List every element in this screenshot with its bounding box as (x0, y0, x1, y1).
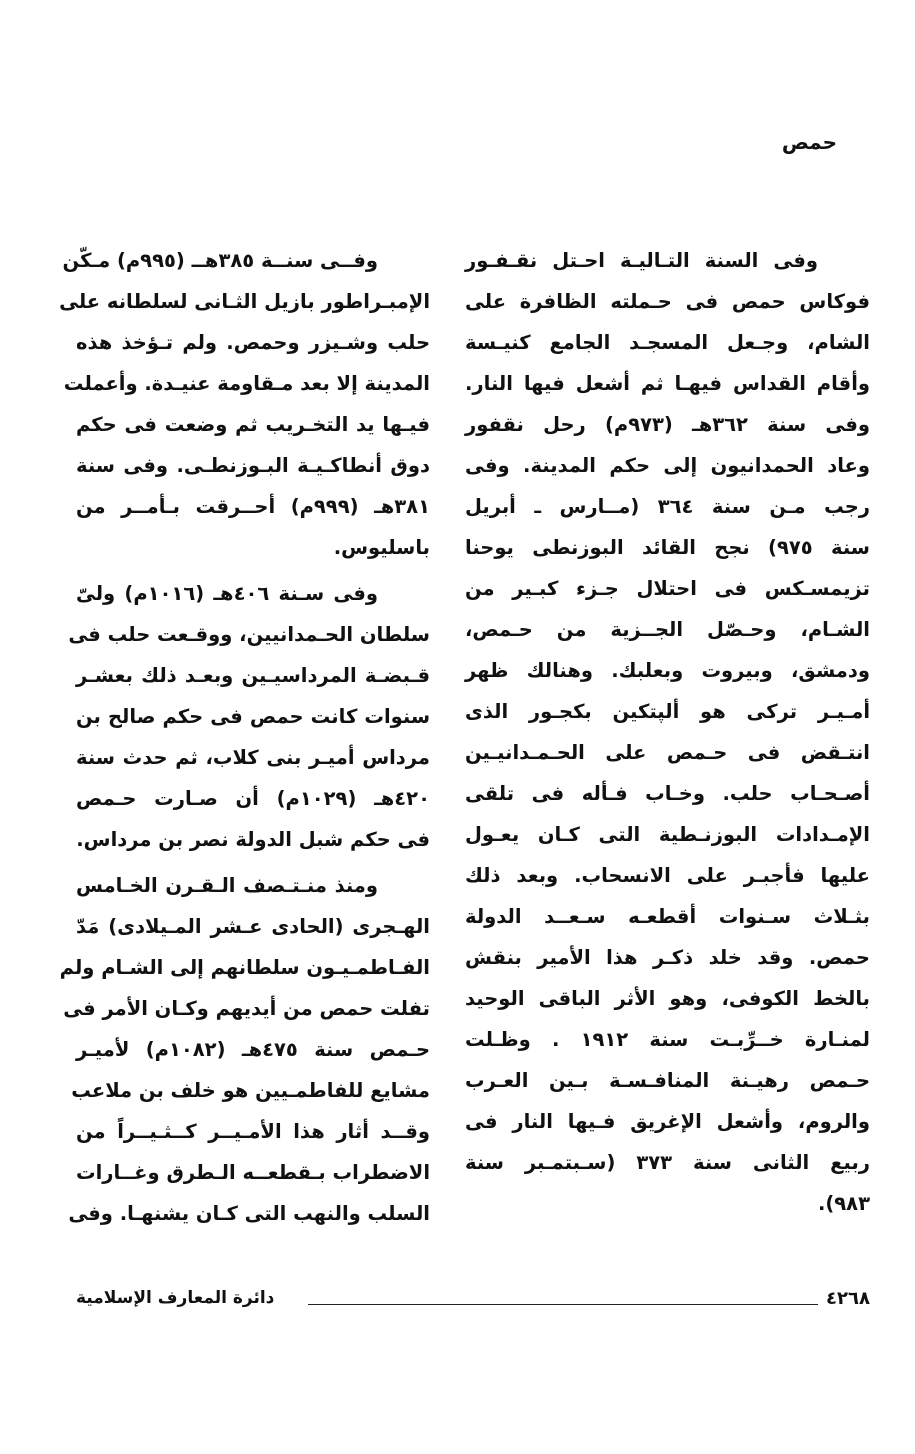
paragraph (68, 573, 430, 860)
text-line: ٤٢٠هـ (١٠٢٩م) أن صـارت حـمص (76, 787, 430, 810)
text-line: انتـقض فى حـمص على الحـمـدانيـين (465, 741, 870, 764)
text-line: وفى السنة التـاليـة احـتل نقـفـور (465, 249, 818, 272)
text-line: الشـام، وحـصّل الجــزية من حـمص، (465, 618, 870, 641)
text-line: ٩٨٣). (817, 1192, 870, 1215)
text-line: فيـها يد التخـريب ثم وضعت فى حكم (76, 413, 430, 436)
text-line: الاضطراب بـقطعــه الـطرق وغــارات (76, 1161, 430, 1184)
text-line: بالخط الكوفى، وهو الأثر الباقى الوحيد (465, 987, 870, 1010)
text-line: وعاد الحمدانيون إلى حكم المدينة. وفى (465, 454, 870, 477)
text-line: فوكاس حمص فى حـملته الظافرة على (465, 290, 870, 313)
text-line: حمص. وقد خلد ذكـر هذا الأمير بنقش (465, 946, 870, 969)
text-line: المدينة إلا بعد مـقاومة عنيـدة. وأعملت (63, 372, 430, 395)
text-line: ومنذ منـتـصف الـقـرن الخـامس (76, 874, 378, 897)
text-line: الفـاطمـيـون سلطانهم إلى الشـام ولم (59, 956, 430, 979)
text-line: وأقام القداس فيهـا ثم أشعل فيها النار. (465, 372, 870, 395)
paragraph (465, 240, 870, 1224)
paragraph (59, 865, 430, 1234)
text-line: باسليوس. (333, 536, 430, 559)
text-line: سنة ٩٧٥) نجح القائد البوزنطى يوحنا (465, 536, 870, 559)
text-line: مرداس أميـر بنى كلاب، ثم حدث سنة (76, 746, 430, 769)
page-number: ٤٢٦٨ (826, 1288, 870, 1309)
text-line: ربيع الثانى سنة ٣٧٣ (سـبتمـبر سنة (465, 1151, 870, 1174)
text-line: وفى سـنة ٤٠٦هـ (١٠١٦م) ولىّ (76, 582, 378, 605)
footer-divider (308, 1304, 818, 1305)
text-line: الإمبـراطور بازيل الثـانى لسلطانه على (59, 290, 430, 313)
text-line: حلب وشـيزر وحمص. ولم تـؤخذ هذه (76, 331, 430, 354)
text-line: بثـلاث سـنوات أقطعـه سـعــد الدولة (465, 905, 870, 928)
text-line: والروم، وأشعل الإغريق فـيها النار فى (465, 1110, 870, 1133)
text-line: السلب والنهب التى كـان يشنهـا. وفى (68, 1202, 430, 1225)
text-line: قـبضـة المرداسيـين وبعـد ذلك بعشـر (76, 664, 430, 687)
page-footer (76, 1288, 870, 1318)
text-line: تزيمسـكس فى احتلال جـزء كبـير من (465, 577, 870, 600)
text-line: وفى سنة ٣٦٢هـ (٩٧٣م) رحل نقفور (465, 413, 870, 436)
text-line: سلطان الحـمدانيين، ووقـعت حلب فى (68, 623, 430, 646)
text-line: ودمشق، وبيروت وبعلبك. وهنالك ظهر (465, 659, 870, 682)
text-line: ٣٨١هـ (٩٩٩م) أحــرقت بـأمــر من (76, 495, 430, 518)
text-line: وقــد أثار هذا الأمـيــر كــثـيــراً من (76, 1120, 430, 1143)
running-title: حمص (781, 130, 837, 154)
text-line: رجب مـن سنة ٣٦٤ (مــارس ـ أبريل (465, 495, 870, 518)
text-line: سنوات كانت حمص فى حكم صالح بن (76, 705, 430, 728)
publication-title: دائرة المعارف الإسلامية (76, 1288, 275, 1308)
text-line: حـمص رهيـنة المنافـسـة بـين العـرب (465, 1069, 870, 1092)
text-line: تفلت حمص من أيديهم وكـان الأمر فى (63, 997, 430, 1020)
text-line: دوق أنطاكـيـة البـوزنطـى. وفى سنة (76, 454, 430, 477)
text-line: الشام، وجـعل المسجـد الجامع كنيـسة (465, 331, 870, 354)
text-line: لمنـارة خــرِّبـت سنة ١٩١٢ . وظـلت (465, 1028, 870, 1051)
text-line: أصـحـاب حلب. وخـاب فـأله فى تلقى (465, 782, 870, 805)
text-line: فى حكم شبل الدولة نصر بن مرداس. (76, 828, 430, 851)
paragraph (59, 240, 430, 568)
left-column (59, 240, 430, 1239)
text-line: وفــى سنــة ٣٨٥هــ (٩٩٥م) مـكّن (62, 249, 378, 272)
text-line: أمـيـر تركى هو ألپتكين بكجـور الذى (465, 700, 870, 723)
right-column (465, 240, 870, 1229)
text-line: حـمص سنة ٤٧٥هـ (١٠٨٢م) لأميـر (76, 1038, 430, 1061)
text-line: الإمـدادات البوزنـطية التى كـان يعـول (465, 823, 870, 846)
text-line: عليها فأجبـر على الانسحاب. وبعد ذلك (465, 864, 870, 887)
text-line: مشايع للفاطمـيين هو خلف بن ملاعب (71, 1079, 430, 1102)
text-line: الهـجرى (الحادى عـشر المـيلادى) مَدّ (76, 915, 430, 938)
